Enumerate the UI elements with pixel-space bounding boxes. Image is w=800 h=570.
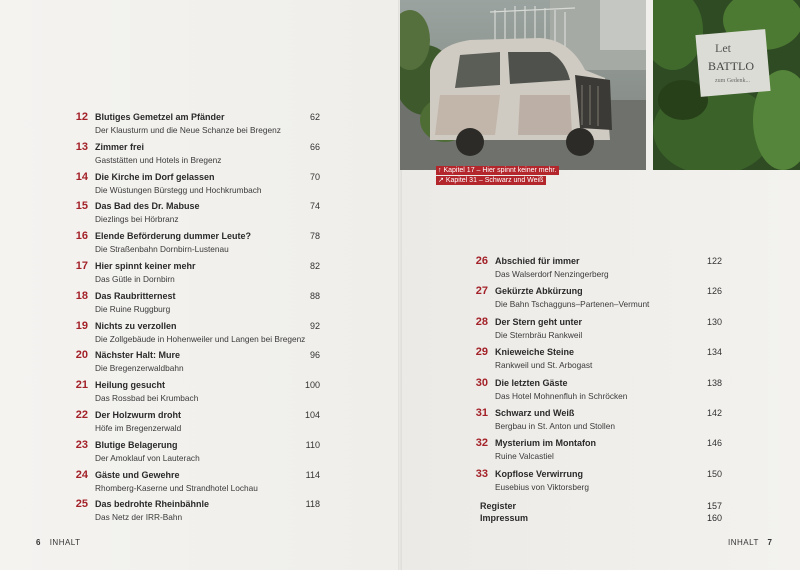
photo-abandoned-car	[400, 0, 646, 170]
toc-chapter-number: 16	[75, 230, 88, 243]
toc-chapter-subtitle: Die Straßenbahn Dornbirn-Lustenau	[95, 244, 229, 255]
page-number: 6	[36, 538, 41, 547]
toc-chapter-number: 17	[75, 260, 88, 272]
toc-extra-title: Register	[480, 501, 517, 512]
toc-chapter-title: Mysterium im Montafon	[495, 438, 597, 449]
toc-entry[interactable]	[66, 111, 320, 139]
arrow-up-icon: ↑	[438, 167, 442, 174]
toc-entry[interactable]	[66, 230, 320, 258]
toc-extra-title: Impressum	[480, 512, 529, 523]
toc-chapter-title: Kopflose Verwirrung	[495, 468, 584, 479]
toc-page-number: 138	[706, 377, 722, 388]
toc-chapter-subtitle: Der Klausturm und die Neue Schanze bei Bregenz	[95, 125, 281, 135]
caption-text: Kapitel 31 – Schwarz und Weiß	[445, 177, 544, 184]
toc-chapter-number: 28	[475, 315, 488, 328]
toc-chapter-subtitle: Bergbau in St. Anton und Stollen	[495, 421, 615, 431]
toc-entry[interactable]	[66, 439, 320, 467]
toc-chapter-number: 22	[75, 409, 88, 421]
toc-entry[interactable]	[466, 468, 722, 496]
toc-chapter-title: Heilung gesucht	[95, 380, 166, 391]
toc-page-number: 146	[706, 438, 722, 449]
toc-page-number: 126	[706, 286, 722, 297]
caption-text: Kapitel 17 – Hier spinnt keiner mehr.	[443, 167, 557, 174]
toc-chapter-number: 15	[75, 200, 88, 213]
sign-line-2: BATTLO	[708, 59, 754, 73]
toc-right	[466, 255, 722, 525]
toc-chapter-subtitle: Die Bregenzerwaldbahn	[95, 363, 184, 374]
toc-chapter-subtitle: Die Bahn Tschagguns–Partenen–Vermunt	[495, 299, 650, 310]
toc-chapter-subtitle: Die Sternbräu Rankweil	[495, 329, 583, 340]
caption-chapter-31	[436, 176, 546, 185]
toc-entry[interactable]	[66, 320, 320, 348]
toc-chapter-title: Elende Beförderung dummer Leute?	[95, 231, 252, 242]
toc-chapter-number: 26	[475, 255, 488, 267]
toc-entry[interactable]	[66, 141, 320, 169]
toc-chapter-number: 27	[475, 285, 488, 298]
toc-page-number: 104	[304, 410, 320, 420]
toc-chapter-number: 31	[475, 407, 488, 419]
toc-chapter-title: Nächster Halt: Mure	[95, 350, 181, 361]
toc-chapter-number: 32	[475, 437, 488, 450]
toc-page-number: 78	[309, 231, 320, 242]
toc-chapter-title: Die letzten Gäste	[495, 377, 568, 388]
sign-line-1: Let	[715, 41, 731, 55]
toc-entry[interactable]	[66, 379, 320, 407]
toc-chapter-number: 21	[75, 379, 88, 392]
toc-chapter-subtitle: Die Ruine Ruggburg	[95, 303, 171, 314]
toc-page-number: 96	[309, 350, 320, 361]
page-number: 7	[767, 538, 773, 547]
toc-chapter-number: 13	[75, 140, 88, 153]
toc-chapter-subtitle: Ruine Valcastiel	[495, 451, 554, 462]
toc-chapter-title: Die Kirche im Dorf gelassen	[95, 171, 215, 182]
toc-chapter-number: 30	[475, 376, 488, 389]
toc-chapter-number: 25	[75, 498, 88, 511]
toc-chapter-title: Abschied für immer	[495, 256, 580, 266]
toc-chapter-title: Das Raubritternest	[95, 290, 176, 301]
toc-page-number: 66	[309, 141, 320, 152]
toc-chapter-subtitle: Das Gütle in Dornbirn	[95, 274, 175, 284]
toc-chapter-title: Blutige Belagerung	[95, 439, 178, 450]
toc-entry[interactable]	[466, 285, 722, 313]
toc-chapter-subtitle: Das Walserdorf Nenzingerberg	[495, 269, 609, 279]
toc-entry[interactable]	[66, 498, 320, 526]
toc-chapter-subtitle: Das Hotel Mohnenfluh in Schröcken	[495, 390, 628, 401]
toc-chapter-title: Zimmer frei	[95, 141, 145, 152]
toc-chapter-subtitle: Rhomberg-Kaserne und Strandhotel Lochau	[95, 482, 258, 493]
toc-page-number: 130	[706, 316, 722, 327]
sign-line-3: zum Gedenk...	[715, 78, 750, 84]
toc-page-number: 160	[706, 512, 722, 523]
toc-page-number: 157	[706, 501, 722, 512]
toc-chapter-subtitle: Gaststätten und Hotels in Bregenz	[95, 154, 222, 165]
toc-chapter-title: Gekürzte Abkürzung	[495, 286, 583, 297]
toc-page-number: 74	[309, 201, 320, 212]
toc-page-number: 114	[305, 469, 320, 480]
toc-chapter-subtitle: Diezlings bei Hörbranz	[95, 214, 179, 225]
toc-chapter-number: 29	[475, 346, 488, 359]
toc-chapter-subtitle: Rankweil und St. Arbogast	[495, 360, 593, 371]
toc-entry[interactable]	[466, 377, 722, 405]
footer-label: INHALT	[49, 538, 81, 547]
toc-left	[66, 111, 320, 521]
toc-page-number: 118	[305, 499, 320, 510]
toc-entry[interactable]	[466, 255, 722, 283]
toc-entry[interactable]	[66, 260, 320, 288]
toc-page-number: 62	[309, 112, 320, 122]
toc-chapter-number: 19	[75, 319, 88, 332]
toc-chapter-title: Das bedrohte Rheinbähnle	[95, 499, 210, 510]
toc-chapter-subtitle: Die Zollgebäude in Hohenweiler und Langen bei Bregenz	[95, 333, 306, 344]
toc-extra-impressum[interactable]	[480, 512, 722, 524]
toc-entry[interactable]	[66, 409, 320, 437]
toc-chapter-number: 12	[75, 111, 88, 123]
toc-chapter-subtitle: Höfe im Bregenzerwald	[95, 423, 182, 433]
toc-chapter-number: 14	[75, 170, 88, 183]
toc-entry[interactable]	[466, 346, 722, 374]
toc-entry[interactable]	[66, 290, 320, 318]
toc-chapter-number: 18	[75, 289, 88, 302]
toc-extra-register[interactable]	[480, 500, 722, 512]
toc-chapter-title: Das Bad des Dr. Mabuse	[95, 201, 200, 212]
footer-right	[728, 538, 772, 547]
toc-entry[interactable]	[466, 316, 722, 344]
toc-page-number: 92	[309, 320, 320, 331]
toc-chapter-title: Nichts zu verzollen	[95, 320, 177, 331]
photo-sign-in-foliage	[653, 0, 800, 170]
toc-page-number: 150	[706, 468, 722, 479]
toc-page-number: 110	[305, 439, 320, 450]
caption-chapter-17	[436, 166, 559, 175]
toc-entry[interactable]	[66, 349, 320, 377]
toc-chapter-title: Gäste und Gewehre	[95, 469, 180, 480]
toc-page-number: 82	[309, 261, 320, 271]
toc-chapter-title: Der Stern geht unter	[495, 316, 583, 327]
toc-chapter-number: 23	[75, 438, 88, 451]
toc-chapter-subtitle: Die Wüstungen Bürstegg und Hochkrumbach	[95, 184, 262, 195]
footer-label: INHALT	[728, 538, 759, 547]
toc-chapter-title: Blutiges Gemetzel am Pfänder	[95, 112, 225, 122]
toc-chapter-title: Knieweiche Steine	[495, 347, 575, 358]
toc-chapter-subtitle: Der Amoklauf von Lauterach	[95, 452, 200, 463]
toc-entry[interactable]	[66, 200, 320, 228]
toc-entry[interactable]	[66, 469, 320, 497]
toc-page-number: 122	[706, 256, 722, 266]
toc-chapter-subtitle: Das Netz der IRR-Bahn	[95, 512, 183, 523]
toc-chapter-subtitle: Das Rossbad bei Krumbach	[95, 393, 199, 404]
toc-chapter-title: Hier spinnt keiner mehr	[95, 261, 196, 271]
toc-chapter-number: 24	[75, 468, 88, 481]
footer-left	[36, 538, 81, 547]
toc-page-number: 100	[304, 380, 320, 391]
arrow-up-right-icon: ↗	[438, 177, 444, 184]
toc-chapter-title: Schwarz und Weiß	[495, 408, 575, 418]
toc-entry[interactable]	[466, 437, 722, 465]
toc-chapter-title: Der Holzwurm droht	[95, 410, 182, 420]
toc-page-number: 88	[309, 290, 320, 301]
toc-page-number: 142	[706, 408, 722, 418]
toc-chapter-subtitle: Eusebius von Viktorsberg	[495, 481, 589, 492]
toc-entry[interactable]	[466, 407, 722, 435]
toc-chapter-number: 20	[75, 349, 88, 362]
toc-page-number: 70	[309, 171, 320, 182]
toc-entry[interactable]	[66, 171, 320, 199]
toc-chapter-number: 33	[475, 467, 488, 480]
toc-page-number: 134	[706, 347, 722, 358]
